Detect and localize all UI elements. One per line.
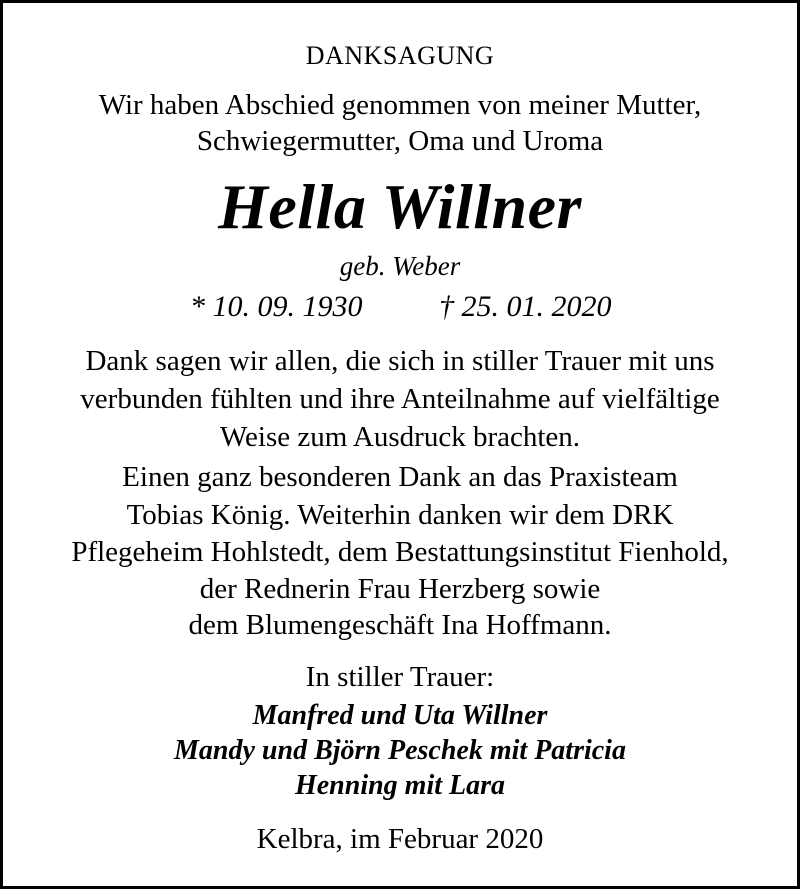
special-thanks-line: Pflegeheim Hohlstedt, dem Bestattungsinstitut Fienhold, (71, 536, 729, 568)
family-line: Manfred und Uta Willner (252, 700, 548, 731)
intro-line: Schwiegermutter, Oma und Uroma (196, 125, 604, 157)
family-line: Henning mit Lara (294, 770, 506, 801)
family-line: Mandy und Björn Peschek mit Patricia (174, 735, 626, 766)
special-thanks-line: Tobias König. Weiterhin danken wir dem DRK (126, 499, 674, 531)
place-date: Kelbra, im Februar 2020 (256, 823, 544, 855)
deceased-name: Hella Willner (218, 171, 582, 242)
special-thanks-line: der Rednerin Frau Herzberg sowie (199, 573, 601, 605)
death-date: † 25. 01. 2020 (439, 290, 612, 323)
intro-line: Wir haben Abschied genommen von meiner Mutter, (98, 89, 702, 121)
thanks-line: Dank sagen wir allen, die sich in stiller Trauer mit uns (85, 345, 715, 377)
special-thanks-line: dem Blumengeschäft Ina Hoffmann. (188, 609, 612, 641)
birth-date: * 10. 09. 1930 (190, 290, 363, 323)
thanks-line: Weise zum Ausdruck brachten. (219, 421, 581, 453)
thanks-line: verbunden fühlten und ihre Anteilnahme auf vielfältige (80, 383, 720, 415)
maiden-name: geb. Weber (339, 251, 461, 281)
mourning-label: In stiller Trauer: (305, 661, 495, 693)
special-thanks-line: Einen ganz besonderen Dank an das Praxisteam (122, 461, 678, 493)
heading: DANKSAGUNG (305, 41, 495, 70)
